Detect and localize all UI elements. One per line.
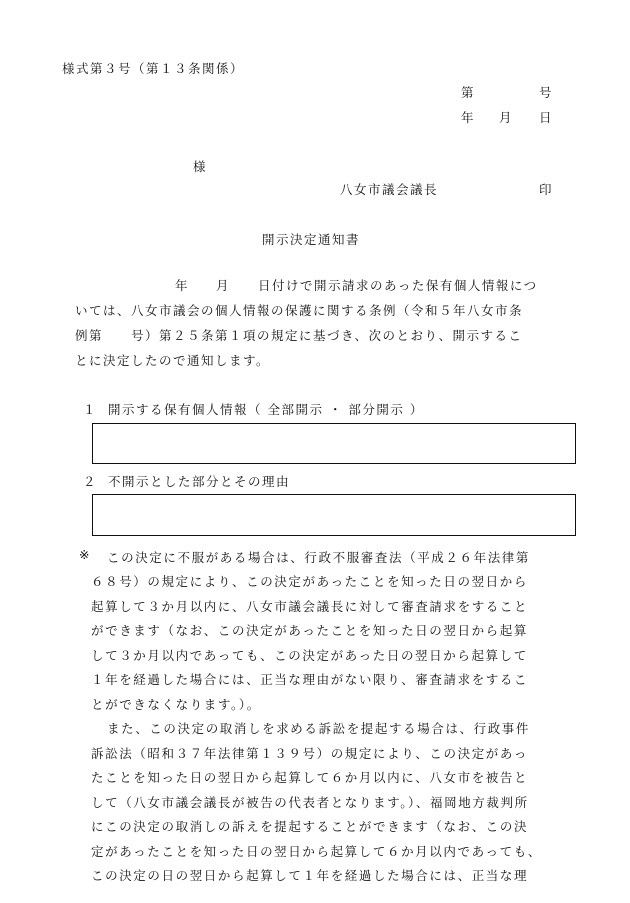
note-p1-line: この決定に不服がある場合は、行政不服審査法（平成２６年法律第: [107, 550, 531, 565]
section1-field[interactable]: [92, 423, 576, 464]
sender-title: 八女市議会議長: [340, 182, 439, 197]
note-p1-line: ができます（なお、この決定があったことを知った日の翌日から起算: [91, 623, 528, 638]
section1-label: 開示する保有個人情報（ 全部開示 ・ 部分開示 ）: [108, 402, 424, 417]
intro-line-1: 日付けで開示請求のあった保有個人情報につ: [258, 278, 538, 293]
form-label: 様式第３号（第１３条関係）: [62, 61, 245, 76]
note-p2-line: また、この決定の取消しを求める訴訟を提起する場合は、行政事件: [107, 721, 531, 736]
intro-line-4: とに決定したので通知します。: [75, 353, 271, 368]
note-p1-line: １年を経過した場合には、正当な理由がない限り、審査請求をするこ: [91, 672, 529, 687]
number-prefix: 第: [461, 85, 474, 100]
date-year: 年: [461, 110, 474, 125]
section2-field[interactable]: [92, 494, 576, 536]
number-suffix: 号: [539, 85, 552, 100]
note-p1-line: 起算して３か月以内に、八女市議会議長に対して審査請求をすること: [91, 599, 529, 614]
note-p2-line: して（八女市議会議長が被告の代表者となります。）、福岡地方裁判所: [91, 795, 529, 810]
note-p2-line: 訴訟法（昭和３７年法律第１３９号）の規定により、この決定があっ: [91, 746, 528, 761]
note-p2-line: たことを知った日の翌日から起算して６か月以内に、八女市を被告と: [91, 770, 529, 785]
addressee-suffix: 様: [193, 159, 206, 174]
note-p1-line: とができなくなります。）。: [91, 697, 261, 712]
section2-number: ２: [83, 474, 96, 489]
note-mark: ※: [79, 547, 90, 562]
intro-line-2: いては、八女市議会の個人情報の保護に関する条例（令和５年八女市条: [75, 303, 524, 318]
document-title: 開示決定通知書: [262, 232, 361, 247]
seal-mark: 印: [539, 182, 552, 197]
note-p2-line: にこの決定の取消しの訴えを提起することができます（なお、この決: [91, 819, 529, 834]
note-p1-line: ６８号）の規定により、この決定があったことを知った日の翌日から: [91, 574, 528, 589]
note-p2-line: この決定の日の翌日から起算して１年を経過した場合には、正当な理: [91, 868, 529, 883]
date-month: 月: [499, 110, 512, 125]
intro-line-3: 例第 号）第２５条第１項の規定に基づき、次のとおり、開示するこ: [75, 328, 523, 343]
intro-year: 年: [175, 278, 188, 293]
section1-number: １: [83, 402, 96, 417]
section2-label: 不開示とした部分とその理由: [108, 474, 291, 489]
intro-month: 月: [216, 278, 229, 293]
date-day: 日: [539, 110, 552, 125]
note-p1-line: して３か月以内であっても、この決定があった日の翌日から起算して: [91, 648, 528, 663]
note-p2-line: 定があったことを知った日の翌日から起算して６か月以内であっても、: [91, 844, 542, 859]
